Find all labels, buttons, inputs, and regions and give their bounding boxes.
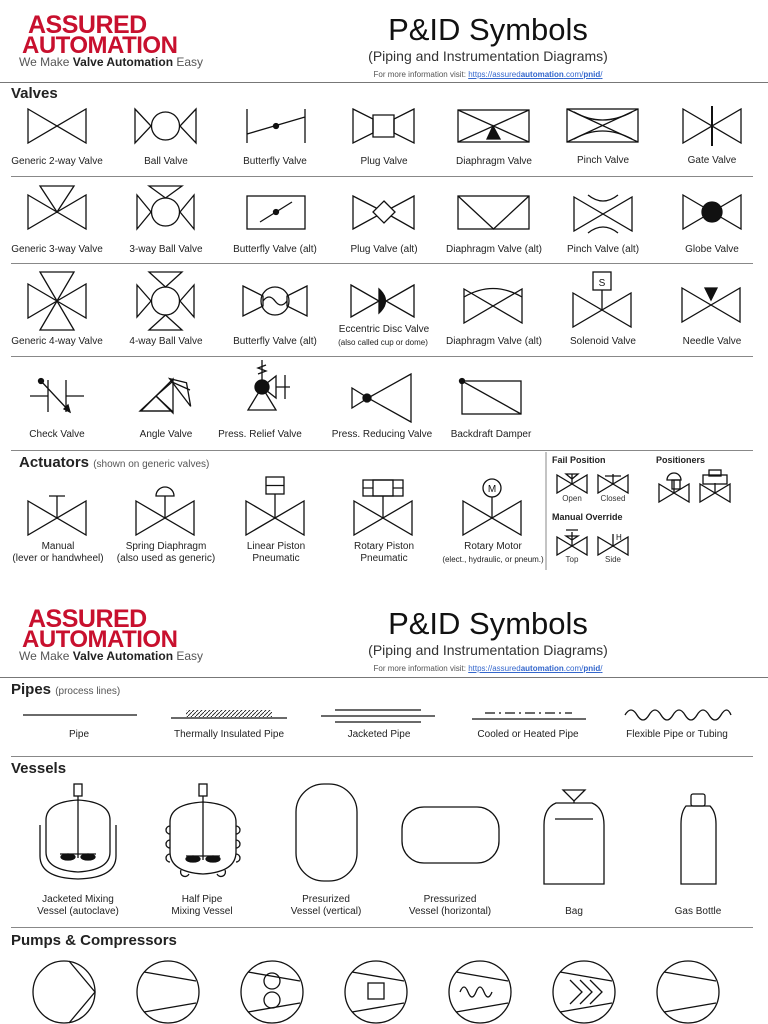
label-pressurized-horizontal-2: Vessel (horizontal) xyxy=(408,906,492,917)
override-letter: H xyxy=(616,533,622,542)
valves-heading: Valves xyxy=(11,85,58,102)
label-rotary-piston: Rotary Piston xyxy=(353,541,415,552)
label-pressurized-vertical-2: Vessel (vertical) xyxy=(290,906,362,917)
label-plug-valve: Plug Valve xyxy=(360,156,408,167)
actuators-heading: Actuators (shown on generic valves) xyxy=(19,454,210,471)
pumps-heading: Pumps & Compressors xyxy=(11,932,177,949)
label-plug-alt: Plug Valve (alt) xyxy=(350,244,418,255)
rotary-motor-actuator-icon xyxy=(463,479,521,535)
label-pinch-alt: Pinch Valve (alt) xyxy=(566,244,640,255)
pressure-reducing-valve-icon xyxy=(352,374,411,422)
info-link[interactable]: https://assuredautomation.com/pnid/ xyxy=(468,664,603,673)
generic-2way-valve-icon xyxy=(28,109,86,143)
bag-icon xyxy=(544,790,604,884)
pump-6-icon xyxy=(553,961,615,1023)
linear-piston-actuator-icon xyxy=(246,477,304,535)
label-generic-2way: Generic 2-way Valve xyxy=(11,156,103,167)
label-jacketed-mixing-2: Vessel (autoclave) xyxy=(37,906,119,917)
diaphragm-alt-icon xyxy=(458,196,529,229)
override-top-icon xyxy=(557,530,587,555)
pump-3-icon xyxy=(241,961,303,1023)
label-thermally-insulated-pipe: Thermally Insulated Pipe xyxy=(173,729,285,740)
jacketed-pipe-icon xyxy=(321,710,435,722)
label-generic-4way: Generic 4-way Valve xyxy=(11,336,103,347)
label-cooled-heated-pipe: Cooled or Heated Pipe xyxy=(477,729,579,740)
4way-ball-valve-icon xyxy=(137,272,194,330)
label-4way-ball: 4-way Ball Valve xyxy=(129,336,203,347)
label-half-pipe-2: Mixing Vessel xyxy=(171,906,233,917)
label-jacketed-pipe: Jacketed Pipe xyxy=(347,729,411,740)
label-jacketed-mixing: Jacketed Mixing xyxy=(42,894,114,905)
butterfly-valve-icon xyxy=(247,109,305,143)
motor-letter: M xyxy=(487,484,497,495)
label-solenoid-valve: Solenoid Valve xyxy=(570,336,636,347)
tagline: We Make Valve Automation Easy xyxy=(19,55,204,69)
info-line: For more information visit: https://assuredautomation.com/pnid/ xyxy=(373,664,603,673)
butterfly-alt2-icon xyxy=(243,286,307,316)
generic-3way-valve-icon xyxy=(28,186,86,229)
positioner-1-icon xyxy=(659,473,689,502)
vessels-heading: Vessels xyxy=(11,760,67,777)
label-rotary-motor-note: (elect., hydraulic, or pneum.) xyxy=(442,555,544,564)
spring-diaphragm-actuator-icon xyxy=(136,487,194,535)
solenoid-valve-icon xyxy=(573,272,631,327)
pump-5-icon xyxy=(449,961,511,1023)
label-pinch-valve: Pinch Valve xyxy=(576,155,630,166)
label-butterfly-valve: Butterfly Valve xyxy=(243,156,307,167)
label-gate-valve: Gate Valve xyxy=(687,155,737,166)
label-diaphragm-alt: Diaphragm Valve (alt) xyxy=(446,244,542,255)
ball-valve-icon xyxy=(135,109,196,143)
label-pipe: Pipe xyxy=(68,729,89,740)
label-linear-piston-note: Pneumatic xyxy=(252,553,300,564)
label-flexible-pipe: Flexible Pipe or Tubing xyxy=(626,729,728,740)
globe-valve-icon xyxy=(683,195,741,229)
brand-logo-line2: AUTOMATION xyxy=(22,626,178,653)
label-pressure-reducing: Press. Reducing Valve xyxy=(331,429,433,440)
rotary-piston-actuator-icon xyxy=(354,480,412,535)
pump-2-icon xyxy=(137,961,199,1023)
label-bag: Bag xyxy=(565,906,583,917)
label-angle-valve: Angle Valve xyxy=(139,429,193,440)
label-open: Open xyxy=(562,494,582,503)
fail-closed-icon xyxy=(598,474,628,493)
label-pressurized-vertical: Presurized xyxy=(302,894,350,905)
manual-actuator-icon xyxy=(28,496,86,535)
plug-alt-icon xyxy=(353,196,414,229)
pump-7-icon xyxy=(657,961,719,1023)
label-rotary-motor: Rotary Motor xyxy=(464,541,522,552)
label-generic-3way: Generic 3-way Valve xyxy=(11,244,103,255)
pressure-relief-valve-icon xyxy=(248,360,290,410)
fail-position-heading: Fail Position xyxy=(552,455,606,465)
positioners-heading: Positioners xyxy=(656,455,706,465)
fail-open-icon xyxy=(557,474,587,493)
info-link[interactable]: https://assuredautomation.com/pnid/ xyxy=(468,70,603,79)
label-eccentric-note: (also called cup or dome) xyxy=(338,338,428,347)
label-backdraft-damper: Backdraft Damper xyxy=(450,429,532,440)
label-side: Side xyxy=(604,555,621,564)
pressurized-vertical-vessel-icon xyxy=(296,784,357,881)
pinch-alt-icon xyxy=(574,195,632,233)
pump-1-icon xyxy=(33,961,95,1023)
solenoid-letter: S xyxy=(598,278,606,289)
brand-logo-line1: ASSURED xyxy=(28,605,147,633)
label-manual-note: (lever or handwheel) xyxy=(12,553,104,564)
flexible-pipe-icon xyxy=(625,710,731,720)
override-side-icon xyxy=(598,533,628,555)
label-manual: Manual xyxy=(41,541,75,552)
diaphragm-alt2-icon xyxy=(464,289,522,324)
label-linear-piston: Linear Piston xyxy=(246,541,306,552)
label-butterfly-alt: Butterfly Valve (alt) xyxy=(233,244,317,255)
positioner-2-icon xyxy=(700,470,730,502)
generic-4way-valve-icon xyxy=(28,272,86,330)
label-globe-valve: Globe Valve xyxy=(685,244,739,255)
pump-4-icon xyxy=(345,961,407,1023)
eccentric-disc-valve-icon xyxy=(351,285,414,317)
check-valve-icon xyxy=(30,379,84,413)
label-spring-diaphragm-note: (also used as generic) xyxy=(116,553,216,564)
label-spring-diaphragm: Spring Diaphragm xyxy=(125,541,207,552)
page-title: P&ID Symbols xyxy=(388,606,588,641)
label-pressure-relief: Press. Relief Valve xyxy=(218,429,302,440)
label-rotary-piston-note: Pneumatic xyxy=(360,553,408,564)
label-half-pipe: Half Pipe xyxy=(181,894,223,905)
info-line: For more information visit: https://assuredautomation.com/pnid/ xyxy=(373,70,603,79)
manual-override-heading: Manual Override xyxy=(552,512,623,522)
half-pipe-mixing-vessel-icon xyxy=(166,784,240,876)
pipes-heading: Pipes (process lines) xyxy=(11,681,121,698)
tagline: We Make Valve Automation Easy xyxy=(19,649,204,663)
page-subtitle: (Piping and Instrumentation Diagrams) xyxy=(368,48,608,64)
gate-valve-icon xyxy=(683,106,741,146)
thermally-insulated-pipe-icon xyxy=(171,710,287,718)
label-ball-valve: Ball Valve xyxy=(144,156,188,167)
label-closed: Closed xyxy=(600,494,626,503)
label-needle-valve: Needle Valve xyxy=(682,336,742,347)
plug-valve-icon xyxy=(353,109,414,143)
label-3way-ball: 3-way Ball Valve xyxy=(129,244,203,255)
brand-logo-line2: AUTOMATION xyxy=(22,32,178,59)
cooled-heated-pipe-icon xyxy=(472,713,586,719)
label-butterfly-alt2: Butterfly Valve (alt) xyxy=(233,336,317,347)
3way-ball-valve-icon xyxy=(137,186,194,229)
gas-bottle-icon xyxy=(681,794,716,884)
jacketed-mixing-vessel-icon xyxy=(40,784,116,879)
backdraft-damper-icon xyxy=(460,379,522,415)
pressurized-horizontal-vessel-icon xyxy=(402,807,499,863)
label-diaphragm-valve: Diaphragm Valve xyxy=(456,156,532,167)
diaphragm-valve-icon xyxy=(458,110,529,142)
brand-logo-line1: ASSURED xyxy=(28,11,147,39)
pinch-valve-icon xyxy=(567,109,638,142)
label-top: Top xyxy=(565,555,579,564)
label-eccentric-disc: Eccentric Disc Valve xyxy=(338,324,430,335)
needle-valve-icon xyxy=(682,288,740,322)
label-pressurized-horizontal: Pressurized xyxy=(423,894,477,905)
label-check-valve: Check Valve xyxy=(29,429,85,440)
page-subtitle: (Piping and Instrumentation Diagrams) xyxy=(368,642,608,658)
angle-valve-icon xyxy=(140,376,191,413)
page-title: P&ID Symbols xyxy=(388,12,588,47)
label-diaphragm-alt2: Diaphragm Valve (alt) xyxy=(446,336,542,347)
butterfly-alt-icon xyxy=(247,196,305,229)
label-gas-bottle: Gas Bottle xyxy=(674,906,722,917)
